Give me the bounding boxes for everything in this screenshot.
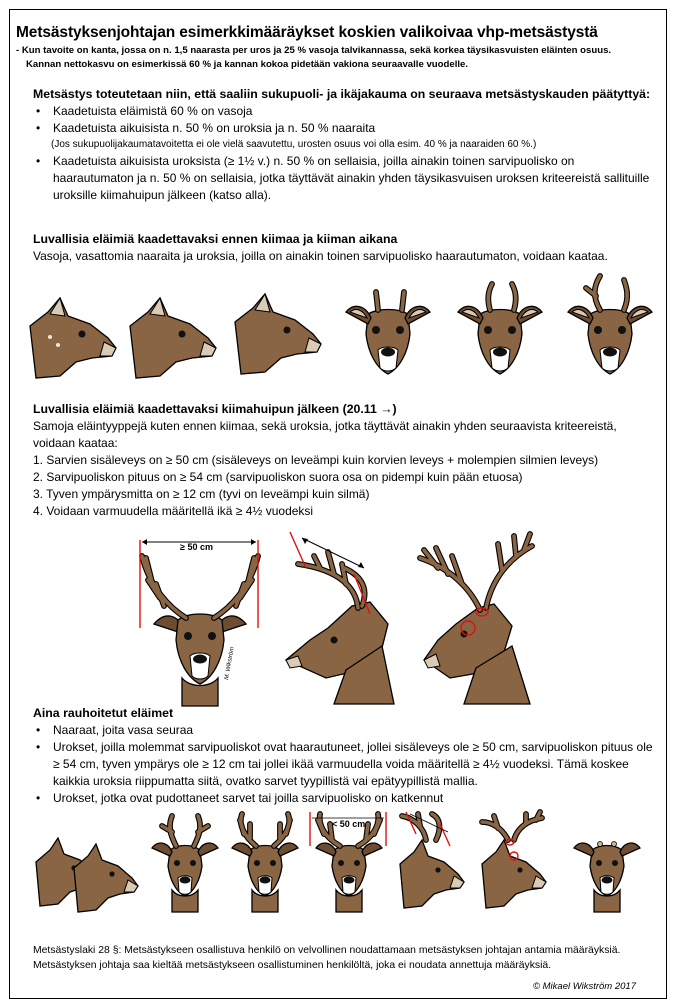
- list-item: • Kaadetuista aikuisista n. 50 % on uroksia ja n. 50 % naaraita: [33, 120, 653, 137]
- page-title: Metsästyksenjohtajan esimerkkimääräykset koskien valikoivaa vhp-metsästystä: [16, 24, 598, 41]
- page-subtitle: [16, 44, 661, 71]
- section-harvest-distribution: [33, 86, 653, 204]
- buck-base-circumference-illustration: [420, 534, 532, 704]
- buck-thin-base-illustration: [482, 812, 546, 908]
- spike-buck-illustration: [346, 292, 430, 374]
- section-allowed-before-rut: [33, 231, 653, 265]
- fawn-illustration: [30, 298, 116, 378]
- one-side-forked-buck-illustration: [568, 276, 652, 374]
- artist-signature: M. Wikström: [224, 646, 236, 681]
- doe-side-illustration: [130, 298, 216, 378]
- doe-with-fawn-illustration: [36, 838, 138, 912]
- copyright: © Mikael Wikström 2017: [533, 981, 636, 992]
- buck-short-beam-illustration: [400, 812, 464, 908]
- subtitle-line-1: - Kun tavoite on kanta, jossa on n. 1,5 naarasta per uros ja 25 % vasoja talvikannassa, sekä korkea täysikasvuisten eläinten osuus.: [16, 45, 612, 56]
- illustration-row-allowed-before-rut: [20, 282, 660, 382]
- section-1-list: [33, 103, 653, 137]
- subtitle-line-2: Kannan nettokasvu on esimerkissä 60 % ja kannan kokoa pidetään vakiona seuraavalle vuodelle.: [26, 58, 469, 70]
- hunting-law-note: Metsästyslaki 28 §: Metsästykseen osallistuva henkilö on velvollinen noudattamaan metsästyksen johtajan antamia määräyksiä. Metsästyksen johtaja saa kieltää metsästykseen osallistuminen henkilöltä, joka ei noudata annettuja määräyksiä.: [33, 945, 621, 971]
- sex-ratio-note: (Jos sukupuolijakaumatavoitetta ei ole vielä saavutettu, urosten osuus voi olla esim. 40 % ja naaraiden 60 %.): [51, 139, 537, 150]
- list-item: • Kaadetuista eläimistä 60 % on vasoja: [33, 103, 653, 120]
- criterion-1: 1. Sarvien sisäleveys on ≥ 50 cm (sisäleveys on leveämpi kuin korvien leveys + molempien silmien leveys): [33, 453, 599, 467]
- section-1-list-cont: [33, 153, 653, 204]
- criterion-4: 4. Voidaan varmuudella määritellä ikä ≥ 4½ vuodeksi: [33, 504, 314, 518]
- buck-inside-spread-illustration: [140, 539, 258, 706]
- spike-buck-2-illustration: [458, 284, 542, 374]
- list-item: • Urokset, jotka ovat pudottaneet sarvet tai joilla sarvipuolisko on katkennut: [33, 790, 653, 807]
- buck-narrow-spread-illustration: [310, 812, 386, 912]
- list-item: • Kaadetuista aikuisista uroksista (≥ 1½ v.) n. 50 % on sellaisia, joilla ainakin toinen sarvipuolisko on haarautumaton ja n. 50 % on sellaisia, jotka täyttävät ainakin yhden täysikasvuisen uroksen kriteereistä sallituille uroksille kiimahuipun jälkeen (katso alla).: [33, 153, 653, 204]
- section-3-heading: Luvallisia eläimiä kaadettavaksi kiimahuipun jälkeen (20.11 →): [33, 402, 397, 416]
- section-3-intro: Samoja eläintyyppejä kuten ennen kiimaa, sekä uroksia, jotka täyttävät ainakin yhden seuraavista kriteereistä, voidaan kaataa:: [33, 419, 617, 450]
- section-always-protected: [33, 705, 653, 807]
- criterion-3: 3. Tyven ympärysmitta on ≥ 12 cm (tyvi on leveämpi kuin silmä): [33, 487, 370, 501]
- antlerless-buck-illustration: [574, 842, 640, 913]
- section-allowed-after-rut-peak: [33, 401, 653, 520]
- narrow-spread-measure-label: < 50 cm: [332, 819, 366, 829]
- section-2-heading: Luvallisia eläimiä kaadettavaksi ennen kiimaa ja kiiman aikana: [33, 232, 398, 246]
- spread-measure-label: ≥ 50 cm: [180, 542, 213, 552]
- forked-buck-illustration: [152, 816, 218, 912]
- list-item: • Naaraat, joita vasa seuraa: [33, 722, 653, 739]
- section-4-heading: Aina rauhoitetut eläimet: [33, 706, 174, 720]
- illustration-row-measurement-criteria: [120, 528, 540, 708]
- doe-illustration: [235, 294, 321, 374]
- buck-beam-length-illustration: [286, 532, 394, 704]
- illustration-row-protected-animals: [30, 812, 645, 912]
- list-item: • Urokset, joilla molemmat sarvipuoliskot ovat haarautuneet, jollei sisäleveys ole ≥ 50 cm, sarvipuoliskon pituus ole ≥ 54 cm, tyven ympärys ole ≥ 12 cm tai jollei ikää varmuudella voida määritellä ≥ 4½ vuodeksi. Tämä koskee kaikkia uroksia riippumatta siitä, ovatko sarvet tyypillistä vai epätyypillistä mallia.: [33, 739, 653, 790]
- section-2-text: Vasoja, vasattomia naaraita ja uroksia, joilla on ainakin toinen sarvipuolisko haarautumaton, voidaan kaataa.: [33, 249, 608, 263]
- criterion-2: 2. Sarvipuoliskon pituus on ≥ 54 cm (sarvipuoliskon suora osa on pidempi kuin pään etuosa): [33, 470, 523, 484]
- section-1-heading: Metsästys toteutetaan niin, että saaliin sukupuoli- ja ikäjakauma on seuraava metsästyskauden päätyttyä:: [33, 87, 651, 101]
- section-4-list: [33, 722, 653, 807]
- four-point-buck-illustration: [232, 814, 298, 912]
